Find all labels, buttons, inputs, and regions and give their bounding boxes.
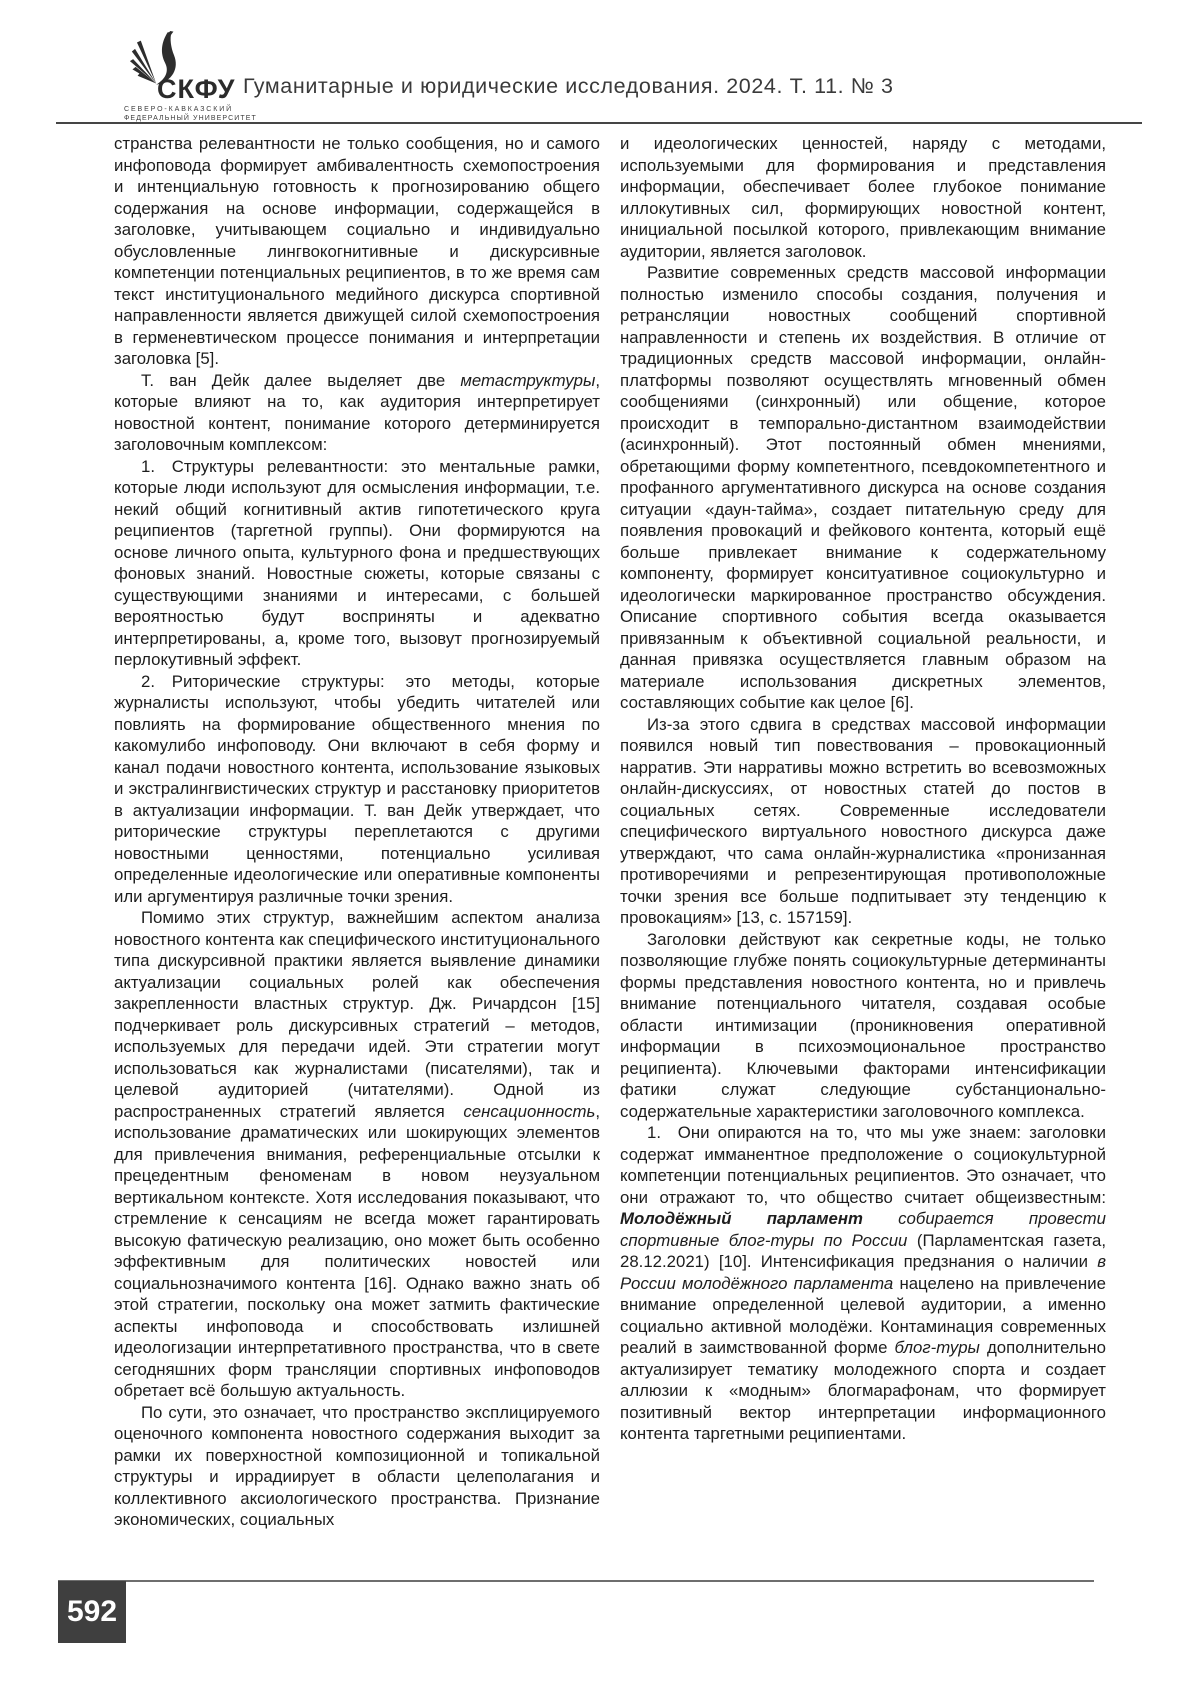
logo-acronym: СКФУ [157,74,236,104]
text-run: , которые влияют на то, как аудитория интерпретирует новостной контент, понимание которого детерминируется заголовочным комплексом: [114,370,600,454]
emphasized-text-run: собирается провести спортивные блог-туры по России [620,1209,1106,1250]
text-run: (Парламентская газета, 28.12.2021) [10]. Интенсификация предзнания о наличии [620,1230,1106,1271]
logo-subtitle-line2: ФЕДЕРАЛЬНЫЙ УНИВЕРСИТЕТ [124,115,257,122]
emphasized-text-run: метаструктуры [460,370,596,390]
text-run: Из-за этого сдвига в средствах массовой информации появился новый тип повествования – провокационный нарратив. Эти нарративы можно встретить во всевозможных онлайн-дискуссиях, от новостных статей до постов в социальных сетях. Современные исследователи специфического виртуального новостного дискурса даже утверждают, что сама онлайн-журналистика «пронизанная противоречиями и репрезентирующая противоположные точки зрения все больше подпитывает эту тенденцию к провокациям» [13, с. 157159]. [620,714,1106,927]
text-run: , использование драматических или шокирующих элементов для привлечения внимания, референциальные отсылки к прецедентным феноменам в новом неузуальном вертикальном контексте. Хотя исследования показывают, что стремление к сенсациям не всегда может гарантировать высокую фатическую реализацию, оно может быть особенно эффективным для политических новостей или социальнозначимого контента [16]. Однако важно знать об этой стратегии, поскольку она может затмить фактические аспекты инфоповода и способствовать излишней идеологизации интерпретативного пространства, что в свете сегодняшних форм трансляции спортивных инфоповодов обретает всё большую актуальность. [114,1101,600,1400]
emphasized-text-run: Молодёжный парламент [620,1209,863,1228]
text-run: Т. ван Дейк далее выделяет две [141,370,461,390]
paragraph [114,907,600,1402]
text-run: нацелено на привлечение внимание определенной целевой аудитории, а именно социально активной молодёжи. Контаминация современных реалий в заимствованной форме [620,1273,1106,1357]
paragraph [114,370,600,456]
footer-rule [58,1580,1094,1582]
paragraph [620,262,1106,714]
emphasized-text-run: в России молодёжного парламента [620,1252,1106,1293]
text-run: 2. Риторические структуры: это методы, которые журналисты используют, чтобы убедить читателей или повлиять на формирование общественного мнения по какомулибо инфоповоду. Они включают в себя форму и канал подачи новостного контента, использование языковых и экстралингвистических структур и расстановку приоритетов в актуализации информации. Т. ван Дейк утверждает, что риторические структуры переплетаются с другими новостными ценностями, потенциально усиливая определенные идеологические или оперативные компоненты или аргументируя различные точки зрения. [114,671,600,906]
university-logo [124,28,257,122]
text-run: Развитие современных средств массовой информации полностью изменило способы создания, получения и ретрансляции новостных сообщений спортивной направленности и степень их воздействия. В отличие от традиционных средств массовой информации, онлайн-платформы позволяют осуществлять мгновенный обмен сообщениями (синхронный) или общение, которое происходит в темпорально-дистантном взаимодействии (асинхронный). Этот постоянный обмен мнениями, обретающими форму компетентного, псевдокомпетентного и профанного аргументативного дискурса на основе создания ситуации «даун-тайма», создает питательную среду для появления провокаций и фейкового контента, который ещё больше привлекает внимание к содержательному компоненту, формирует конситуативное социокультурно и идеологически маркированное пространство обсуждения. Описание спортивного события всегда оказывается привязанным к объективной социальной реальности, и данная привязка осуществляется главным образом на материале использования дискретных элементов, составляющих событие как целое [6]. [620,263,1106,712]
text-run: 1. Они опираются на то, что мы уже знаем: заголовки содержат имманентное предположение о социокультурной компетенции потенциальных реципиентов. Это означает, что они отражают то, что общество считает общеизвестным: [620,1123,1106,1207]
right-column [620,133,1106,1531]
paragraph [620,133,1106,262]
text-run: странства релевантности не только сообщения, но и самого инфоповода формирует амбивалентность схемопостроения и интенциальную готовность к прогнозированию общего содержания на основе информации, содержащейся в заголовке, учитывающем социально и индивидуально обусловленные лингвокогнитивные и дискурсивные компетенции потенциальных реципиентов, в то же время сам текст институционального медийного дискурса спортивной направленности является движущей силой схемопостроения в герменевтическом процессе понимания и интерпретации заголовка [5]. [114,134,600,368]
page-number-badge: 592 [58,1581,126,1643]
paragraph [620,929,1106,1123]
text-run: дополнительно актуализирует тематику молодежного спорта и создает аллюзии к «модным» блогмарафонам, что формирует позитивный вектор интерпретации информационного контента таргетными реципиентами. [620,1338,1106,1443]
header-rule [56,122,1142,124]
text-run: 1. Структуры релевантности: это ментальные рамки, которые люди используют для осмысления информации, т.е. некий общий когнитивный актив гипотетического круга реципиентов (таргетной группы). Они формируются на основе личного опыта, культурного фона и предшествующих фоновых знаний. Новостные сюжеты, которые связаны с существующими знаниями и интересами, с большей вероятностью будут восприняты и адекватно интерпретированы, а, кроме того, вызовут прогнозируемый перлокутивный эффект. [114,456,600,669]
article-body [114,133,1106,1531]
journal-title: Гуманитарные и юридические исследования. 2024. Т. 11. № 3 [243,74,894,98]
text-run: Помимо этих структур, важнейшим аспектом анализа новостного контента как специфического институционального типа дискурсивной практики является выявление динамики актуализации социальных ролей как обеспечения закрепленности властных структур. Дж. Ричардсон [15] подчеркивает роль дискурсивных стратегий – методов, используемых для передачи идей. Эти стратегии могут использоваться как журналистами (писателями), так и целевой аудиторией (читателями). Одной из распространенных стратегий является [114,908,600,1121]
paragraph [114,671,600,908]
paragraph [114,1402,600,1531]
paragraph [620,714,1106,929]
paragraph [114,456,600,671]
logo-subtitle-line1: СЕВЕРО-КАВКАЗСКИЙ [124,106,234,113]
text-run: По сути, это означает, что пространство эксплицируемого оценочного компонента новостного содержания выходит за рамки их поверхностной композиционной и топикальной структуры и иррадиирует в области целеполагания и коллективного аксиологического пространства. Признание экономических, социальных [114,1402,600,1529]
paragraph [114,133,600,370]
text-run: Заголовки действуют как секретные коды, не только позволяющие глубже понять социокультурные детерминанты формы представления новостного контента, но и привлечь внимание потенциального читателя, создавая особые области интимизации (проникновения оперативной информации в психоэмоциональное пространство реципиента). Ключевыми факторами интенсификации фатики служат следующие субстанционально-содержательные характеристики заголовочного комплекса. [620,929,1106,1121]
paragraph [620,1122,1106,1445]
emphasized-text-run: сенсационность [463,1101,596,1121]
emphasized-text-run: блог-туры [894,1338,980,1357]
text-run: и идеологических ценностей, наряду с методами, используемыми для формирования и представления информации, обеспечивает более глубокое понимание иллокутивных сил, формирующих новостной контент, инициальной посылкой которого, привлекающим внимание аудитории, является заголовок. [620,134,1106,261]
left-column [114,133,600,1531]
